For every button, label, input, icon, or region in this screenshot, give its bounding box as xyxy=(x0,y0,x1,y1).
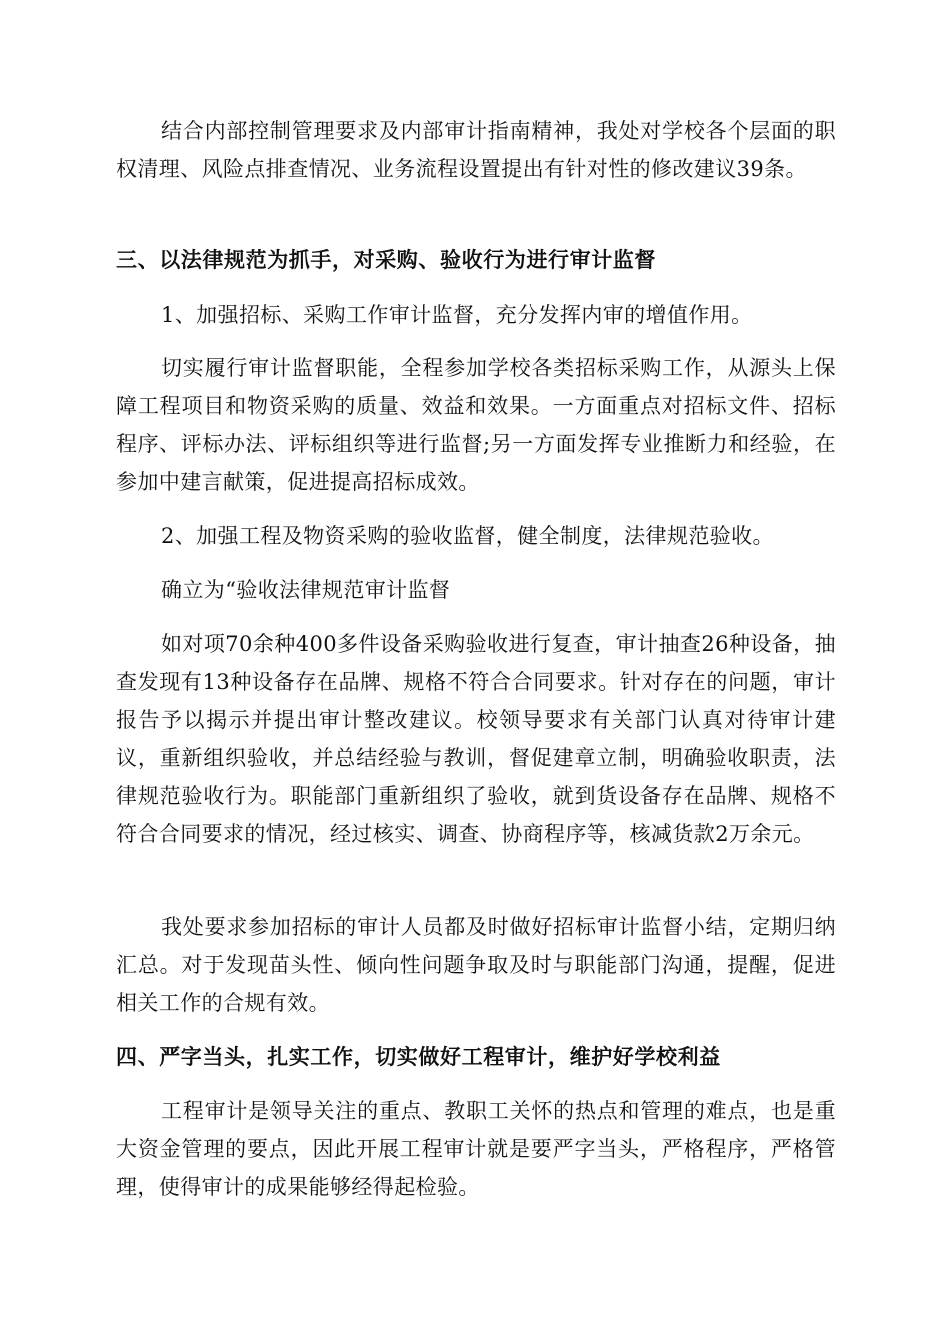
paragraph-engineering-audit: 工程审计是领导关注的重点、教职工关怀的热点和管理的难点，也是重大资金管理的要点，因此开展工程审计就是要严字当头，严格程序，严格管理，使得审计的成果能够经得起检验。 xyxy=(116,1099,836,1199)
section-heading-4: 四、严字当头，扎实工作，切实做好工程审计，维护好学校利益 xyxy=(116,1045,721,1069)
list-item-1: 1、加强招标、采购工作审计监督，充分发挥内审的增值作用。 xyxy=(161,303,753,327)
paragraph-bidding-supervision: 切实履行审计监督职能，全程参加学校各类招标采购工作，从源头上保障工程项目和物资采购的质量、效益和效果。一方面重点对招标文件、招标程序、评标办法、评标组织等进行监督;另一方面发挥专业推断力和经验，在参加中建言献策，促进提高招标成效。 xyxy=(116,356,836,494)
paragraph-internal-control: 结合内部控制管理要求及内部审计指南精神，我处对学校各个层面的职权清理、风险点排查情况、业务流程设置提出有针对性的修改建议39条。 xyxy=(116,119,836,181)
paragraph-acceptance-title: 确立为“验收法律规范审计监督 xyxy=(161,578,451,602)
section-heading-3: 三、以法律规范为抓手，对采购、验收行为进行审计监督 xyxy=(116,248,656,272)
paragraph-audit-summary: 我处要求参加招标的审计人员都及时做好招标审计监督小结，定期归纳汇总。对于发现苗头性、倾向性问题争取及时与职能部门沟通，提醒，促进相关工作的合规有效。 xyxy=(116,915,836,1015)
list-item-2: 2、加强工程及物资采购的验收监督，健全制度，法律规范验收。 xyxy=(161,524,774,548)
paragraph-equipment-review: 如对项70余种400多件设备采购验收进行复查，审计抽查26种设备，抽查发现有13种设备存在品牌、规格不符合合同要求。针对存在的问题，审计报告予以揭示并提出审计整改建议。校领导要求有关部门认真对待审计建议，重新组织验收，并总结经验与教训，督促建章立制，明确验收职责，法律规范验收行为。职能部门重新组织了验收，就到货设备存在品牌、规格不符合合同要求的情况，经过核实、调查、协商程序等，核减货款2万余元。 xyxy=(116,632,836,846)
